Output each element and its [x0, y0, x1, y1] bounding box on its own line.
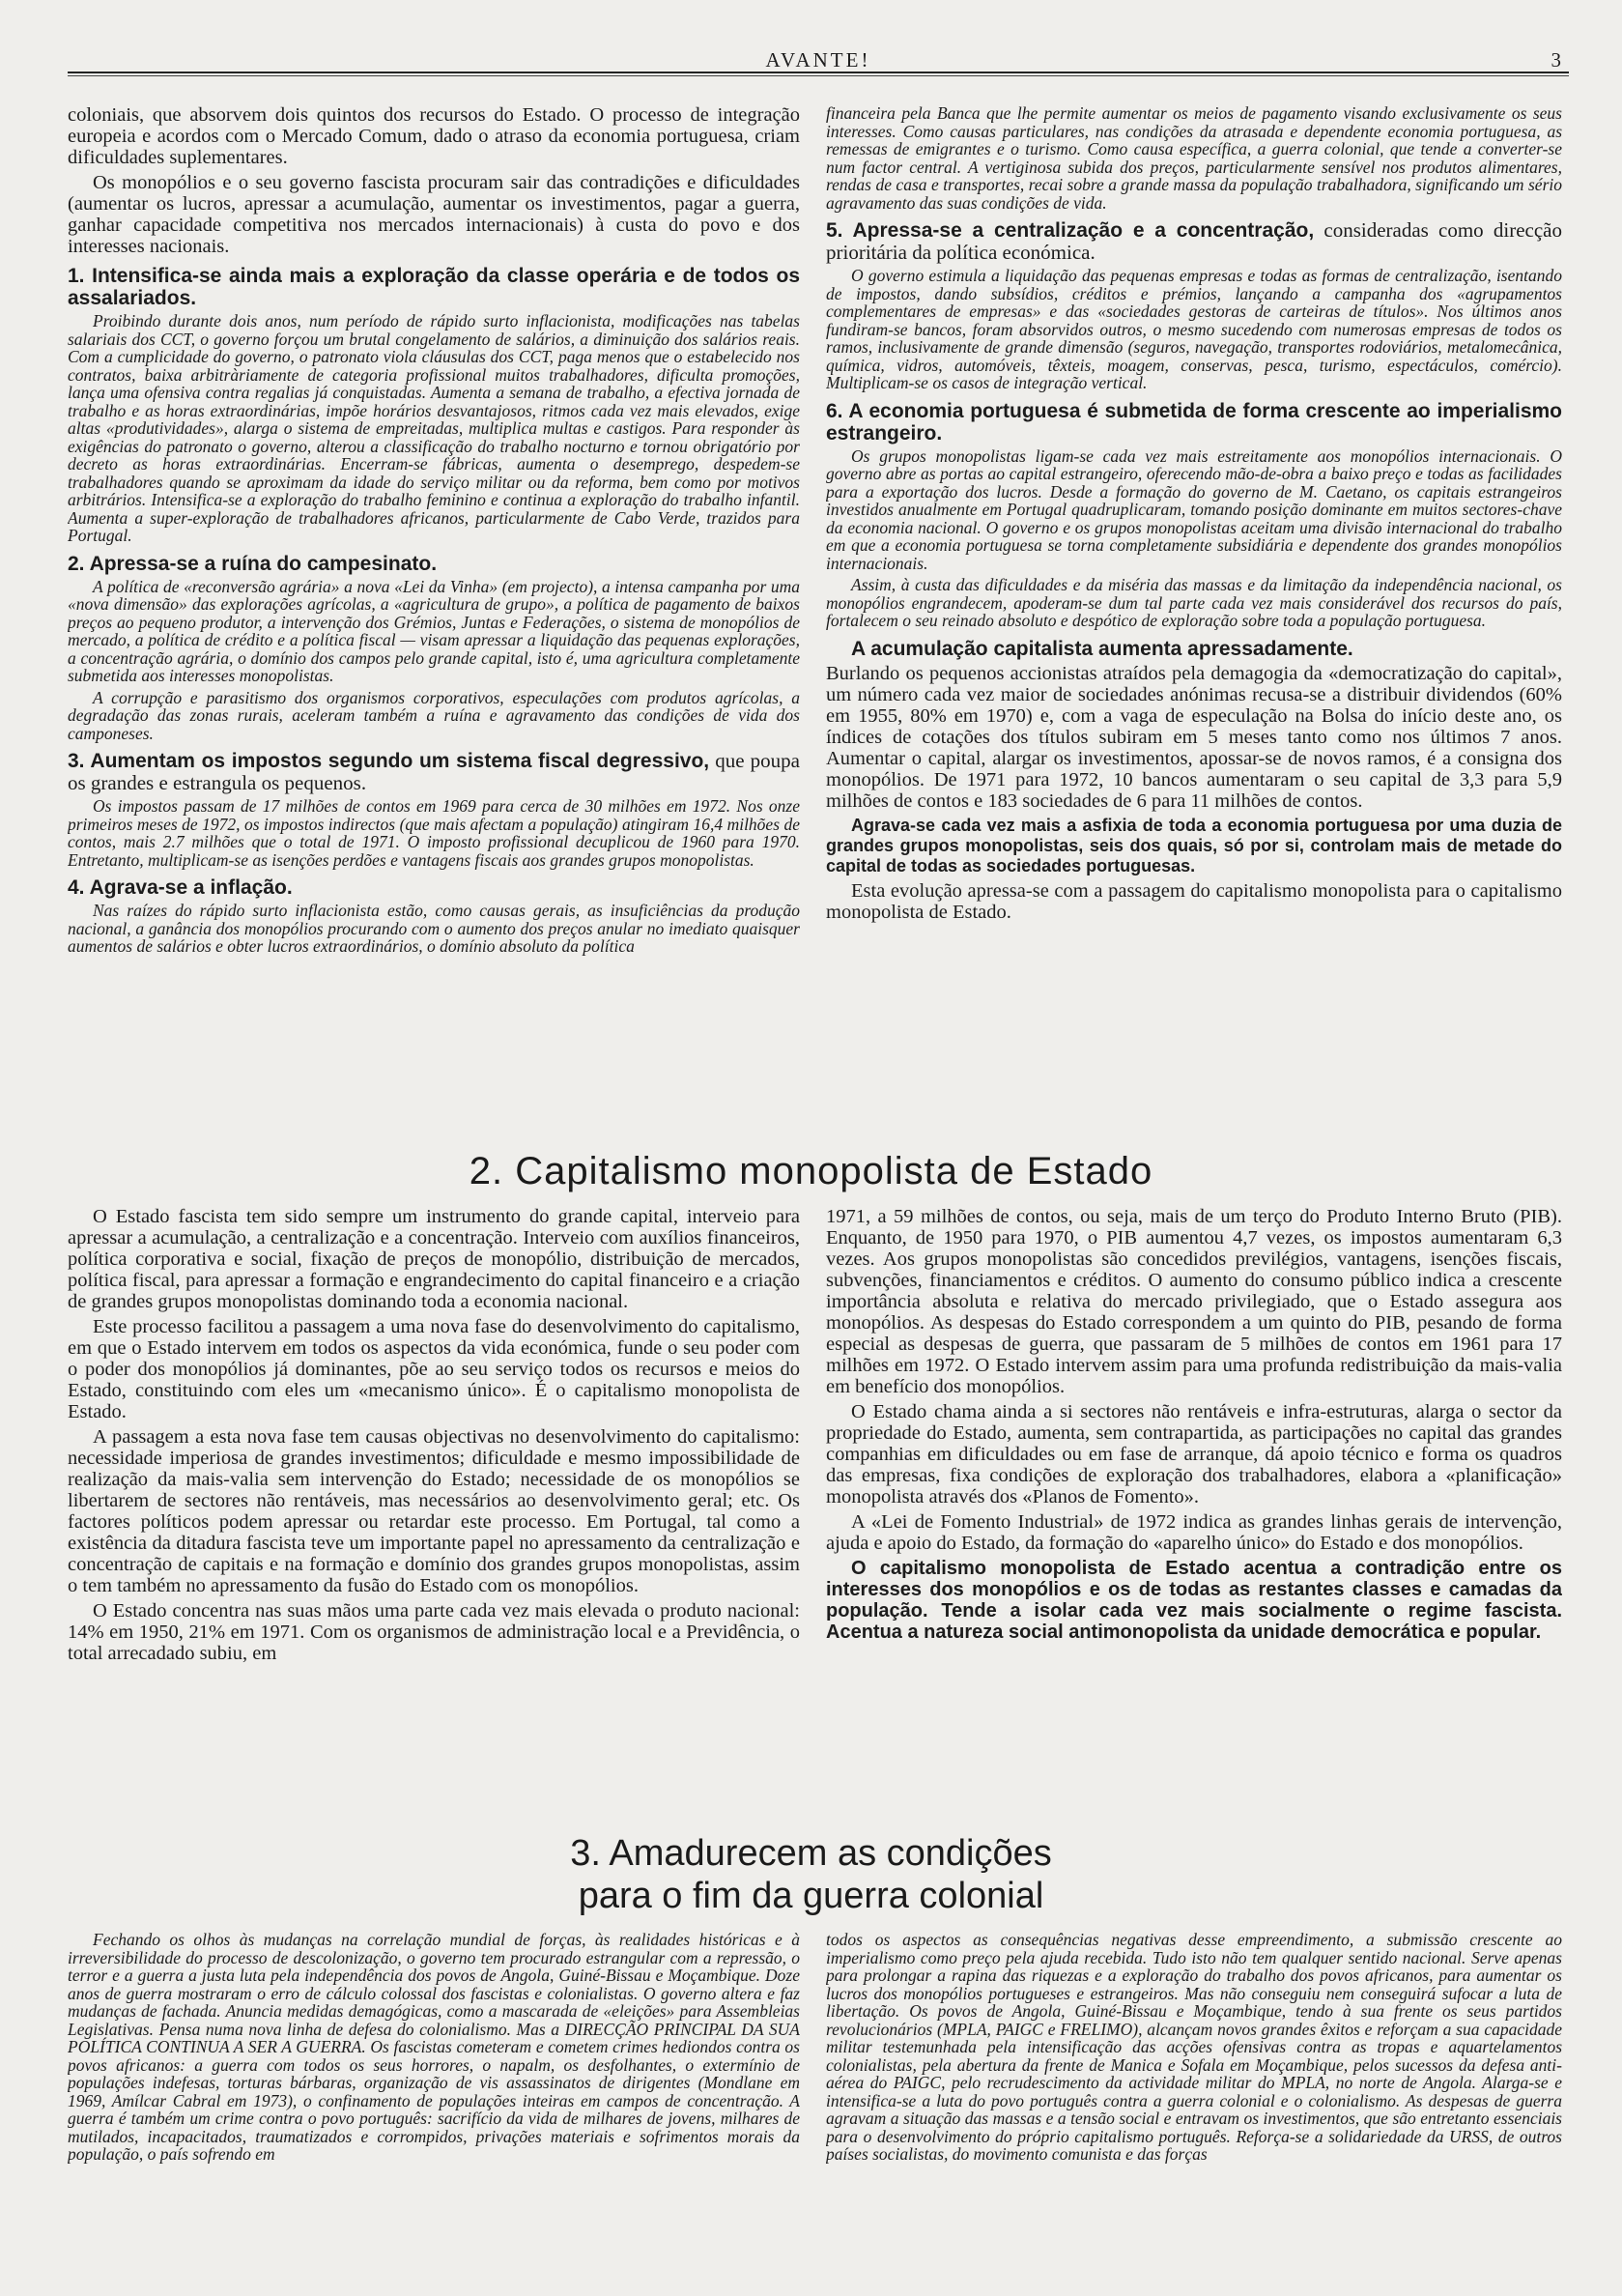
paragraph: O governo estimula a liquidação das pequenas empresas e todas as formas de centralização, isentando de impostos, dando subsídios, créditos e prémios, lançando a campanha dos «agrupamentos complementares de empresas» e das «sociedades gestoras de carteiras de títulos». Nos últimos anos fundiram-se bancos, foram absorvidos outros, o mesmo sucedendo com numerosas empresas de todos os ramos, inclusivamente de grande dimensão (seguros, navegação, transportes rodoviários, metalomecânica, química, vidros, automóveis, têxteis, moagem, conservas, pesca, turismo, espectáculos, comércio). Multiplicam-se os casos de integração vertical. — [826, 266, 1562, 392]
paragraph: Burlando os pequenos accionistas atraídos pela demagogia da «democratização do capital», um número cada vez maior de sociedades anónimas recusa-se a distribuir dividendos (60% em 1955, 80% em 1970) e, com a vaga de especulação na Bolsa do início deste ano, os índices de cotações dos títulos subiram em 5 meses tanto como nos últimos 7 anos. Aumentar o capital, alargar os investimentos, apossar-se de novos ramos, é a consigna dos monopólios. De 1971 para 1972, 10 bancos aumentaram o seu capital de 3,3 para 5,9 milhões de contos e 183 sociedades de 6 para 11 milhões de contos. — [826, 662, 1562, 812]
paragraph: coloniais, que absorvem dois quintos dos recursos do Estado. O processo de integração europeia e acordos com o Mercado Comum, dado o atraso da economia portuguesa, criam dificuldades suplementares. — [68, 104, 800, 168]
subheading-lead: 5. Apressa-se a centralização e a concentração, — [826, 219, 1315, 242]
section-3-title-line-1: 3. Amadurecem as condições — [570, 1833, 1052, 1874]
subheading — [68, 750, 800, 794]
masthead-title: AVANTE! — [765, 48, 871, 72]
paragraph: todos os aspectos as consequências negativas desse empreendimento, a submissão crescente ao imperialismo como preço pela ajuda recebida. Tudo isto não tem qualquer sentido nacional. Serve apenas para prolongar a rapina das riquezas e a exploração do trabalho dos povos africanos, para aumentar os lucros dos monopólios portugueses e estrangeiros. Mas não conseguiu nem conseguirá sufocar a luta de libertação. Os povos de Angola, Guiné-Bissau e Moçambique, tendo à sua frente os seus partidos revolucionários (MPLA, PAIGC e FRELIMO), alcançam novos grandes êxitos e reforçam a sua capacidade militar testemunhada pela intensificação das acções ofensivas contra as tropas e aquartelamentos colonialistas, pela abertura da frente de Manica e Sofala em Moçambique, pelos sucessos da defesa anti-aérea do PAIGC, pelo recrudescimento da actividade militar do MPLA, no norte de Angola. Alarga-se e intensifica-se a luta do povo português contra a guerra colonial e o colonialismo. As despesas de guerra agravam a situação das massas e a tensão social e entravam os investimentos, que são entretanto essenciais para o desenvolvimento do próprio capitalismo português. Reforça-se a solidariedade da URSS, de outros países socialistas, do movimento comunista e das forças — [826, 1931, 1562, 2164]
subheading: 6. A economia portuguesa é submetida de forma crescente ao imperialismo estrangeiro. — [826, 399, 1562, 445]
subheading: 4. Agrava-se a inflação. — [68, 876, 293, 899]
section-3-title — [58, 1832, 1564, 1917]
paragraph: Este processo facilitou a passagem a uma nova fase do desenvolvimento do capitalismo, em que o Estado intervem em todos os aspectos da vida económica, funde o seu poder com o poder dos monopólios já dominantes, põe ao seu serviço todos os recursos e meios do Estado, constituindo com eles um «mecanismo único». É o capitalismo monopolista de Estado. — [68, 1316, 800, 1422]
paragraph: Esta evolução apressa-se com a passagem do capitalismo monopolista para o capitalismo monopolista de Estado. — [826, 879, 1562, 923]
subheading-tail: consideradas como direcção prioritária da política económica. — [826, 218, 1562, 264]
emphasis-paragraph: Agrava-se cada vez mais a asfixia de toda a economia portuguesa por uma duzia de grandes grupos monopolistas, seis dos quais, só por si, controlam mais de metade do capital de todas as sociedades portuguesas. — [826, 815, 1562, 875]
section-3-left-column — [68, 1931, 800, 2279]
emphasis-paragraph: O capitalismo monopolista de Estado acentua a contradição entre os interesses dos monopólios e os de todas as restantes classes e camadas da população. Tende a isolar cada vez mais socialmente o regime fascista. Acentua a natureza social antimonopolista da unidade democrática e popular. — [826, 1558, 1562, 1643]
top-left-column — [68, 104, 800, 1134]
paragraph: financeira pela Banca que lhe permite aumentar os meios de pagamento visando exclusivamente os seus interesses. Como causas particulares, nas condições da atrasada e dependente economia portuguesa, as remessas de emigrantes e o turismo. Como causa específica, a guerra colonial, que tende a converter-se num factor central. A vertiginosa subida dos preços, particularmente sensível nos produtos alimentares, rendas de casa e transportes, recai sobre a grande massa da população trabalhadora, significando um sério agravamento das suas condições de vida. — [826, 104, 1562, 213]
paragraph: Os monopólios e o seu governo fascista procuram sair das contradições e dificuldades (aumentar os lucros, apressar a acumulação, aumentar os investimentos, pagar a guerra, ganhar capacidade competitiva nos mercados internacionais) à custa do povo e dos interesses nacionais. — [68, 172, 800, 257]
section-3-title-line-2: para o fim da guerra colonial — [578, 1876, 1044, 1916]
paragraph: Os impostos passam de 17 milhões de contos em 1969 para cerca de 30 milhões em 1972. Nos onze primeiros meses de 1972, os impostos indirectos (que mais afectam a população) atingiram 16,4 milhões de contos, mais 2.7 milhões que o total de 1971. O imposto profissional decuplicou de 1960 para 1970. Entretanto, multiplicam-se as isenções perdões e vantagens fiscais aos grandes grupos monopolistas. — [68, 796, 800, 870]
page-header — [68, 43, 1569, 72]
paragraph: 1971, a 59 milhões de contos, ou seja, mais de um terço do Produto Interno Bruto (PIB). Enquanto, de 1950 para 1970, o PIB aumentou 4,7 vezes, os impostos aumentaram 6,3 vezes. Aos grupos monopolistas são concedidos previlégios, vantagens, isenções fiscais, subvenções, financiamentos e créditos. O aumento do consumo público indica a crescente importância absoluta e relativa do mercado privilegiado, que o Estado assegura aos monopólios. As despesas do Estado correspondem a um quinto do PIB, pesando de forma especial as despesas de guerra, que passaram de 5 milhões de contos em 1961 para 17 milhões em 1972. O Estado intervem assim para uma profunda redistribuição da mais-valia em benefício dos monopólios. — [826, 1206, 1562, 1397]
page-number: 3 — [1551, 48, 1561, 72]
subheading — [826, 219, 1562, 264]
paragraph: Proibindo durante dois anos, num período de rápido surto inflacionista, modificações nas tabelas salariais dos CCT, o governo forçou um brutal congelamento de salários, a diminuição dos salários reais. Com a cumplicidade do governo, o patronato viola cláusulas dos CCT, paga menos que o estabelecido nos contratos, baixa arbitràriamente de categoria profissional muitos trabalhadores, dificulta promoções, lança uma ofensiva contra regalias já conquistadas. Aumenta a semana de trabalho, a efectiva jornada de trabalho e as horas extraordinárias, impõe horários desvantajosos, ritmos cada vez mais elevados, exige altas «produtividades», alarga o sistema de empreitadas, multiplica multas e castigos. Para responder às exigências do patronato o governo, alterou a classificação do trabalho nocturno e tornou obrigatório por decreto as horas extraordinárias. Encerram-se fábricas, aumenta o desemprego, despedem-se trabalhadores quando se aproximam da idade do serviço militar ou da reforma, bem como por motivos arbitrários. Intensifica-se a exploração do trabalho feminino e continua a exploração do trabalho infantil. Aumenta a super-exploração de trabalhadores africanos, particularmente de Cabo Verde, trazidos para Portugal. — [68, 311, 800, 545]
paragraph: O Estado chama ainda a si sectores não rentáveis e infra-estruturas, alarga o sector da propriedade do Estado, aumenta, sem contrapartida, as participações no capital das grandes companhias em dificuldades ou em fase de arranque, dá apoio técnico e forma os quadros das empresas, fixa condições de exploração dos trabalhadores, elabora a «planificação» monopolista através dos «Planos de Fomento». — [826, 1401, 1562, 1507]
paragraph: Fechando os olhos às mudanças na correlação mundial de forças, às realidades históricas e à irreversibilidade do processo de descolonização, o governo tem procurado estrangular com a repressão, o terror e a guerra a justa luta pela independência dos povos de Angola, Guiné-Bissau e Moçambique. Doze anos de guerra mostraram o erro de cálculo colossal dos fascistas e colonialistas. O governo altera e faz mudanças de fachada. Anuncia medidas demagógicas, como a mascarada de «eleições» para Assembleias Legislativas. Pensa numa nova linha de defesa do colonialismo. Mas a DIRECÇÃO PRINCIPAL DA SUA POLÍTICA CONTINUA A SER A GUERRA. Os fascistas cometeram e cometem crimes hediondos contra os povos africanos: a guerra com todos os seus horrores, o napalm, os desfolhantes, o extermínio de populações indefesas, torturas bárbaras, organização de vis assassinatos de dirigentes (Mondlane em 1969, Amílcar Cabral em 1973), o confinamento de populações inteiras em campos de concentração. A guerra é também um crime contra o povo português: sacrifício da vida de milhares de jovens, milhares de mutilados, incapacitados, traumatizados e corrompidos, privações materiais e sofrimentos morais da população, o país sofrendo em — [68, 1931, 800, 2164]
paragraph: A corrupção e parasitismo dos organismos corporativos, especulações com produtos agrícolas, a degradação das zonas rurais, aceleram também a ruína e agravamento das condições de vida dos camponeses. — [68, 687, 800, 743]
paragraph: A «Lei de Fomento Industrial» de 1972 indica as grandes linhas gerais de intervenção, ajuda e apoio do Estado, da formação do «aparelho único» do Estado e dos monopólios. — [826, 1511, 1562, 1554]
paragraph: Assim, à custa das dificuldades e da miséria das massas e da limitação da independência nacional, os monopólios engrandecem, apoderam-se dum tal parte cada vez mais considerável dos recursos do país, fortalecem o seu reinado absoluto e despótico de exploração sobre toda a população portuguesa. — [826, 575, 1562, 630]
section-2-title: 2. Capitalismo monopolista de Estado — [469, 1150, 1153, 1192]
subheading: A acumulação capitalista aumenta apressadamente. — [851, 637, 1353, 660]
section-3-right-column — [826, 1931, 1562, 2279]
header-rule-thin — [68, 75, 1569, 76]
paragraph: O Estado concentra nas suas mãos uma parte cada vez mais elevada o produto nacional: 14% em 1950, 21% em 1971. Com os organismos de administração local e a Previdência, o total arrecadado subiu, em — [68, 1600, 800, 1664]
section-2-left-column — [68, 1206, 800, 1821]
paragraph: Os grupos monopolistas ligam-se cada vez mais estreitamente aos monopólios internacionais. O governo abre as portas ao capital estrangeiro, oferecendo mão-de-obra a baixo preço e todas as facilidades para a exportação dos lucros. Desde a formação do governo de M. Caetano, os capitais estrangeiros investidos anualmente em Portugal quadruplicaram, tomando posição dominante em muitos sectores-chave da economia nacional. O governo e os grupos monopolistas aceitam uma divisão internacional do trabalho em que a economia portuguesa se torna completamente subsidiária e dependente dos grandes monopólios internacionais. — [826, 445, 1562, 573]
header-rule — [68, 72, 1569, 73]
top-right-column — [826, 104, 1562, 1134]
section-2-right-column — [826, 1206, 1562, 1821]
subheading: 2. Apressa-se a ruína do campesinato. — [68, 552, 438, 575]
subheading-lead: 3. Aumentam os impostos segundo um sistema fiscal degressivo, — [68, 750, 710, 772]
subheading: 1. Intensifica-se ainda mais a exploração da classe operária e de todos os assalariados. — [68, 265, 800, 309]
paragraph: A passagem a esta nova fase tem causas objectivas no desenvolvimento do capitalismo: necessidade imperiosa de grandes investimentos; dificuldade e mesmo impossibilidade de realização da mais-valia sem intervenção do Estado; necessidade de os monopólios se libertarem de sectores não rentáveis, mas necessários ao desenvolvimento geral; etc. Os factores políticos podem apressar ou retardar este processo. Em Portugal, tal como a existência da ditadura fascista teve um importante papel no apressamento da centralização e concentração de capitais e na formação e domínio dos grandes grupos monopolistas, assim o tem também no apressamento da fusão do Estado com os monopólios. — [68, 1426, 800, 1596]
paragraph: A política de «reconversão agrária» a nova «Lei da Vinha» (em projecto), a intensa campanha por uma «nova dimensão» das explorações agrícolas, a «agricultura de grupo», a política de pagamento de baixos preços ao pequeno produtor, a intervenção dos Grémios, Juntas e Federações, o sistema de monopólios de mercado, a política de crédito e a política fiscal — visam apressar a liquidação das pequenas explorações, a concentração agrária, o domínio dos campos pelo grande capital, isto é, uma agricultura completamente submetida aos interesses monopolistas. — [68, 576, 800, 685]
paragraph: Nas raízes do rápido surto inflacionista estão, como causas gerais, as insuficiências da produção nacional, a ganância dos monopólios procurando com o aumento dos preços anular no imediato quaisquer aumentos de salários e obter lucros extraordinários, o domínio absoluto da política — [68, 901, 800, 956]
paragraph: O Estado fascista tem sido sempre um instrumento do grande capital, interveio para apressar a acumulação, a centralização e a concentração. Interveio com auxílios financeiros, política corporativa e social, fixação de preços de monopólio, distribuição de mercados, política fiscal, para apressar a formação e engrandecimento do capital financeiro e a criação de grandes grupos monopolistas dominando toda a economia nacional. — [68, 1206, 800, 1312]
subheading-tail: que poupa os grandes e estrangula os pequenos. — [68, 749, 800, 794]
